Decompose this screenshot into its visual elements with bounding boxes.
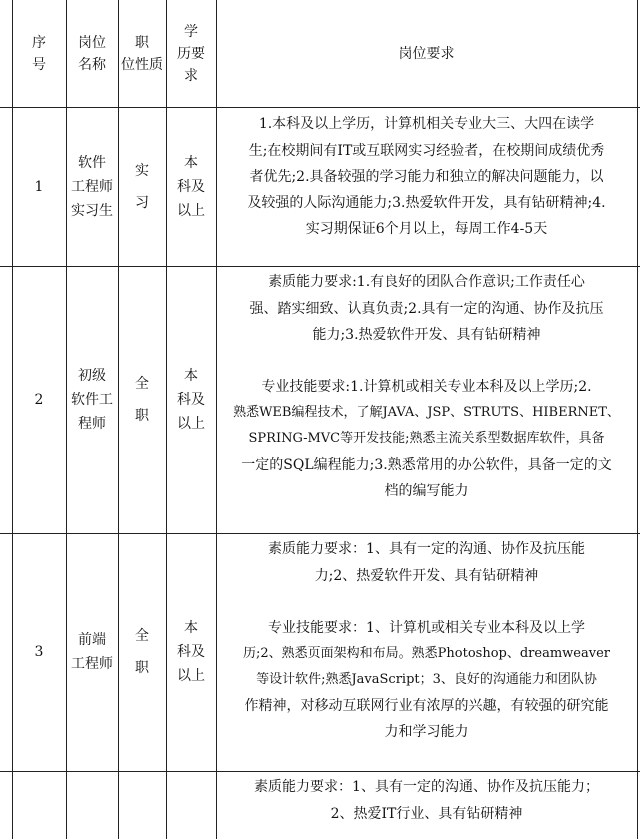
education-requirement: 本 科及 以上 — [177, 620, 205, 684]
row-divider — [0, 771, 640, 772]
requirement-line: 专业技能要求:1.计算机或相关专业本科及以上学历;2. — [261, 379, 592, 395]
requirement-line: 一定的SQL编程能力;3.熟悉常用的办公软件，具备一定的文 — [241, 457, 612, 473]
position-name: 软件 工程师 实习生 — [71, 154, 113, 219]
position-name: 初级 软件工 程师 — [71, 367, 113, 432]
header-position-type: 职 位性质 — [121, 34, 163, 73]
header-position-name: 岗位 名称 — [78, 34, 106, 73]
position-type: 全 职 — [135, 628, 149, 676]
requirement-line: 能力;3.热爱软件开发、具有钻研精神 — [312, 327, 541, 343]
row-index: 3 — [34, 644, 44, 660]
requirement-line: 强、踏实细致、认真负责;2.具有一定的沟通、协作及抗压 — [249, 301, 604, 317]
requirement-line: 及较强的人际沟通能力;3.热爱软件开发，具有钻研精神;4. — [247, 195, 606, 211]
requirement-line: 历;2、熟悉页面架构和布局。熟悉Photoshop、dreamweaver — [243, 646, 610, 661]
requirement-line: 者优先;2.具备较强的学习能力和独立的解决问题能力，以 — [249, 169, 604, 185]
requirement-line: 档的编写能力 — [384, 483, 469, 499]
requirement-line: 素质能力要求：1、具有一定的沟通、协作及抗压能力； — [254, 779, 599, 795]
requirement-line — [222, 589, 631, 615]
requirements-text — [216, 773, 637, 827]
header-education: 学 历要 求 — [177, 23, 205, 84]
requirement-line: 力;2、热爱软件开发、具有钻研精神 — [314, 568, 539, 584]
requirement-line: 实习期保证6个月以上，每周工作4-5天 — [305, 221, 548, 237]
requirement-line — [222, 348, 631, 374]
requirement-line: SPRING-MVC等开发技能;熟悉主流关系型数据库软件，具备 — [248, 431, 605, 446]
requirement-line: 作精神，对移动互联网行业有浓厚的兴趣，有较强的研究能 — [244, 698, 609, 714]
requirement-line: 力和学习能力 — [384, 724, 469, 740]
requirement-line: 熟悉WEB编程技术，了解JAVA、JSP、STRUTS、HIBERNET、 — [233, 405, 620, 420]
table-border-right — [637, 0, 638, 839]
requirement-line: 专业技能要求：1、计算机或相关专业本科及以上学 — [268, 620, 585, 636]
position-type: 实 习 — [135, 162, 149, 211]
header-index: 序 号 — [32, 34, 46, 73]
education-requirement: 本 科及 以上 — [177, 154, 205, 219]
row-index: 1 — [34, 178, 44, 195]
requirement-line: 等设计软件;熟悉JavaScript；3、良好的沟通能力和团队协 — [256, 672, 597, 687]
requirements-text — [216, 268, 637, 504]
position-type: 全 职 — [135, 375, 149, 424]
requirements-text — [216, 535, 637, 745]
row-index: 2 — [34, 391, 44, 408]
header-requirements: 岗位要求 — [398, 45, 455, 62]
education-requirement: 本 科及 以上 — [177, 367, 205, 432]
position-name: 前端 工程师 — [71, 632, 113, 672]
requirement-line: 1.本科及以上学历，计算机相关专业大三、大四在读学 — [258, 116, 595, 132]
requirement-line: 素质能力要求：1、具有一定的沟通、协作及抗压能 — [268, 541, 585, 557]
requirement-line: 素质能力要求:1.有良好的团队合作意识;工作责任心 — [268, 274, 585, 290]
requirement-line: 生;在校期间有IT或互联网实习经验者，在校期间成绩优秀 — [248, 143, 605, 159]
requirements-text — [216, 110, 637, 242]
requirement-line: 2、热爱IT行业、具有钻研精神 — [330, 806, 523, 822]
